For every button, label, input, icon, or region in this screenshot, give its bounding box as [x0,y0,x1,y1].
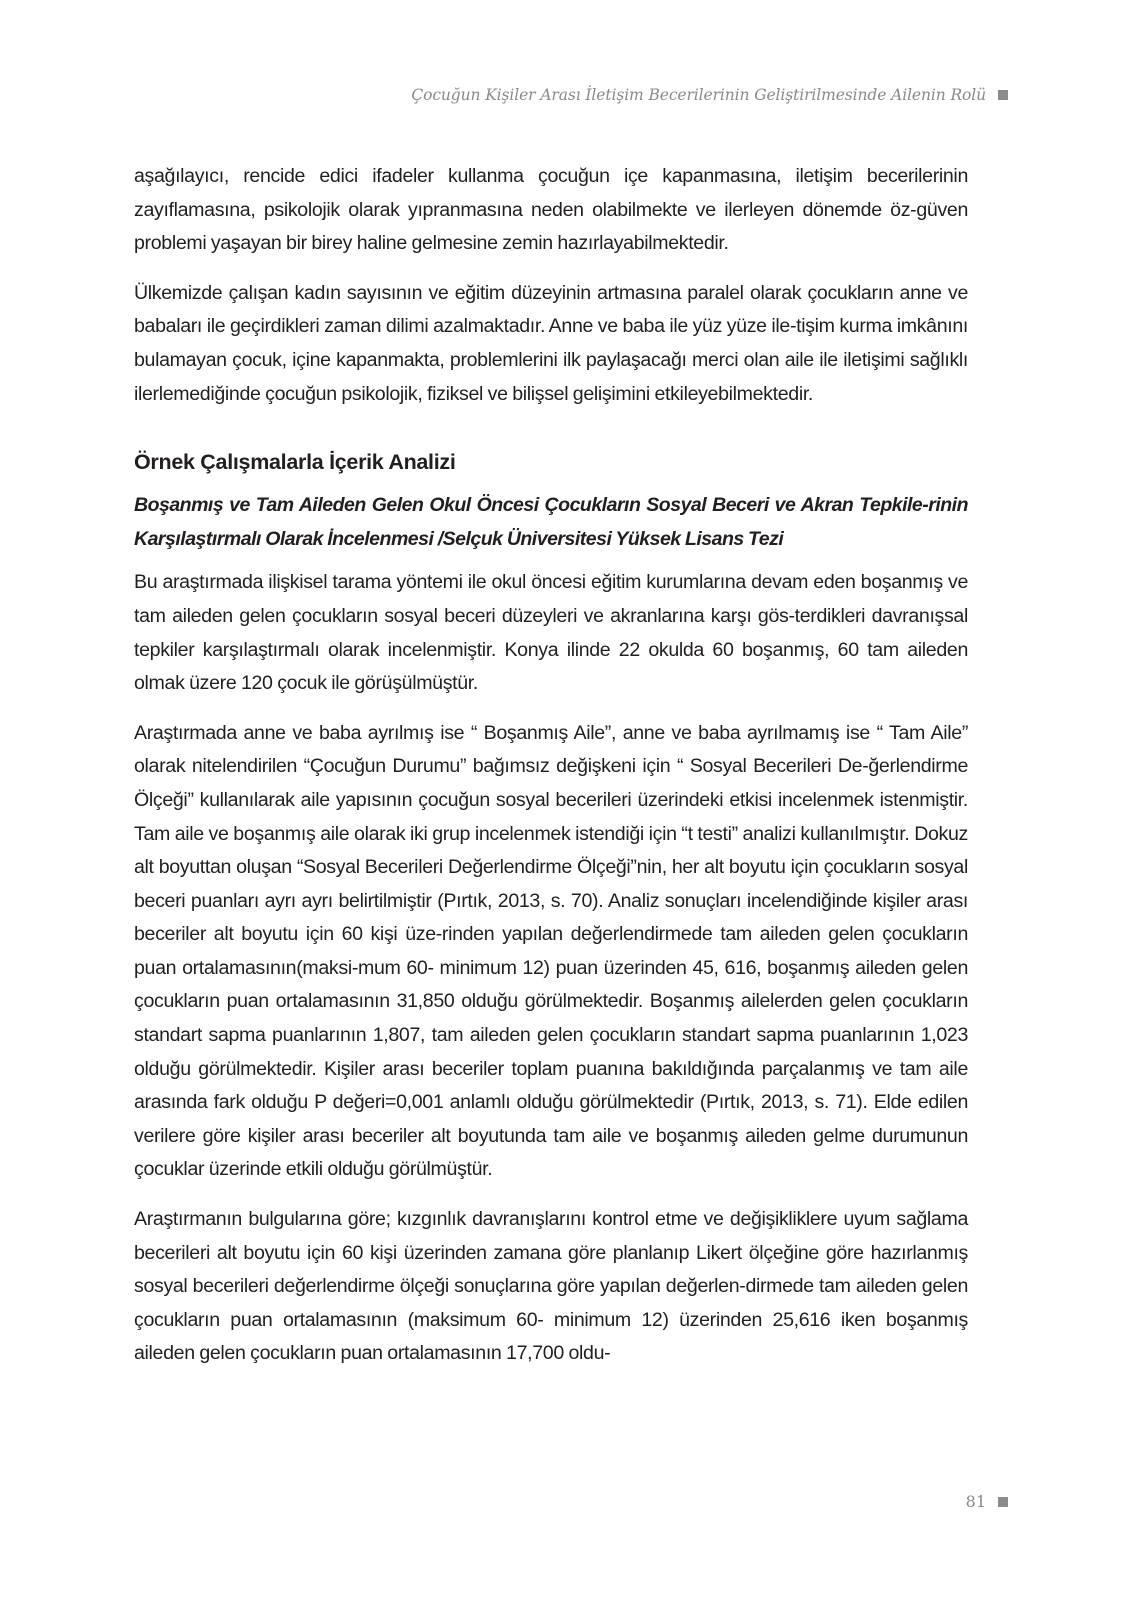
section-title: Örnek Çalışmalarla İçerik Analizi [134,450,456,475]
footer-square-marker-icon [998,1497,1008,1507]
paragraph-intro-2: Ülkemizde çalışan kadın sayısının ve eğitim düzeyinin artmasına paralel olarak çocukların anne ve babaları ile geçirdikleri zaman dilimi azalmaktadır. Anne ve baba ile yüz yüze ile-tişim kurma imkânını bulamayan çocuk, içine kapanmakta, problemlerini ilk paylaşacağı merci olan aile ile iletişimi sağlıklı ilerlemediğinde çocuğun psikolojik, fiziksel ve bilişsel gelişimini etkileyebilmektedir. [134,281,968,405]
header-square-marker-icon [998,90,1008,100]
paragraph-section-2: Araştırmada anne ve baba ayrılmış ise “ Boşanmış Aile”, anne ve baba ayrılmamış ise “ Tam Aile” olarak nitelendirilen “Çocuğun Durumu” bağımsız değişkeni için “ Sosyal Becerileri De-ğerlendirme Ölçeği” kullanılarak aile yapısının çocuğun sosyal becerileri üzerindeki etkisi incelenmek istenmiştir. Tam aile ve boşanmış aile olarak iki grup incelenmek istendiği için “t testi” analizi kullanılmıştır. Dokuz alt boyuttan oluşan “Sosyal Becerileri Değerlendirme Ölçeği”nin, her alt boyutu için çocukların sosyal beceri puanları ayrı ayrı belirtilmiştir (Pırtık, 2013, s. 70). Analiz sonuçları incelendiğinde kişiler arası beceriler alt boyutu için 60 kişi üze-rinden yapılan değerlendirmede tam aileden gelen çocukların puan ortalamasının(maksi-mum 60- minimum 12) puan üzerinden 45, 616, boşanmış aileden gelen çocukların puan ortalamasının 31,850 olduğu görülmektedir. Boşanmış ailelerden gelen çocukların standart sapma puanlarının 1,807, tam aileden gelen çocukların standart sapma puanlarının 1,023 olduğu görülmektedir. Kişiler arası beceriler toplam puanına bakıldığında parçalanmış ve tam aile arasında fark olduğu P değeri=0,001 anlamlı olduğu görülmektedir (Pırtık, 2013, s. 71). Elde edilen verilere göre kişiler arası beceriler alt boyutunda tam aile ve boşanmış aileden gelme durumunun çocuklar üzerinde etkili olduğu görülmüştür. [134,721,968,1181]
page-number: 81 [965,1492,986,1511]
paragraph-section-1: Bu araştırmada ilişkisel tarama yöntemi ile okul öncesi eğitim kurumlarına devam eden boşanmış ve tam aileden gelen çocukların sosyal beceri düzeyleri ve akranlarına karşı gös-terdikleri davranışsal tepkiler karşılaştırmalı olarak incelenmiştir. Konya ilinde 22 okulda 60 boşanmış, 60 tam aileden olmak üzere 120 çocuk ile görüşülmüştür. [134,571,968,695]
subsection-title: Boşanmış ve Tam Aileden Gelen Okul Öncesi Çocukların Sosyal Beceri ve Akran Tepkile-rinin Karşılaştırmalı Olarak İncelenmesi /Selçuk Üniversitesi Yüksek Lisans Tezi [134,494,968,550]
running-header-title: Çocuğun Kişiler Arası İletişim Becerilerinin Geliştirilmesinde Ailenin Rolü [411,86,986,104]
page-content [134,160,968,1387]
paragraph-intro-1: aşağılayıcı, rencide edici ifadeler kullanma çocuğun içe kapanmasına, iletişim becerilerinin zayıflamasına, psikolojik olarak yıpranmasına neden olabilmekte ve ilerleyen dönemde öz-güven problemi yaşayan bir birey haline gelmesine zemin hazırlayabilmektedir. [134,165,968,255]
paragraph-section-3: Araştırmanın bulgularına göre; kızgınlık davranışlarını kontrol etme ve değişikliklere uyum sağlama becerileri alt boyutu için 60 kişi üzerinden zamana göre planlanıp Likert ölçeğine göre hazırlanmış sosyal becerileri değerlendirme ölçeği sonuçlarına göre yapılan değerlen-dirmede tam aileden gelen çocukların puan ortalamasının (maksimum 60- minimum 12) üzerinden 25,616 iken boşanmış aileden gelen çocukların puan ortalamasının 17,700 oldu- [134,1208,968,1365]
running-header [411,86,1008,104]
page-footer [966,1492,1008,1511]
